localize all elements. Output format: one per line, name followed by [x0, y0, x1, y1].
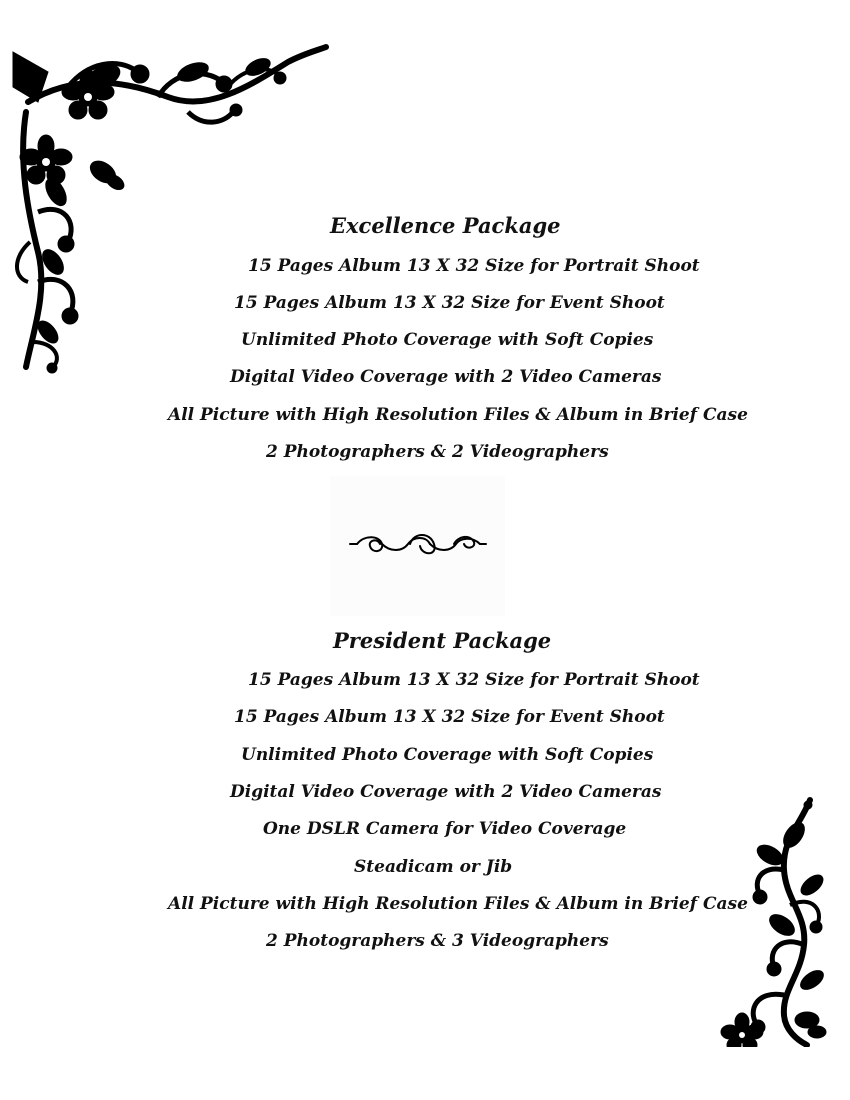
package-item: Digital Video Coverage with 2 Video Cameras — [230, 782, 662, 802]
package-item: 2 Photographers & 3 Videographers — [266, 931, 609, 951]
package-item: Unlimited Photo Coverage with Soft Copies — [241, 745, 654, 765]
package-item: 15 Pages Album 13 X 32 Size for Portrait Shoot — [248, 670, 700, 690]
package-item: 15 Pages Album 13 X 32 Size for Event Shoot — [234, 707, 665, 727]
package-item: 15 Pages Album 13 X 32 Size for Portrait Shoot — [248, 256, 700, 276]
package-item: Unlimited Photo Coverage with Soft Copies — [241, 330, 654, 350]
package-item: All Picture with High Resolution Files & Album in Brief Case — [168, 894, 748, 914]
scroll-divider-ornament-icon — [330, 476, 505, 616]
package-item: All Picture with High Resolution Files & Album in Brief Case — [168, 405, 748, 425]
package-item: 15 Pages Album 13 X 32 Size for Event Shoot — [234, 293, 665, 313]
package-item: 2 Photographers & 2 Videographers — [266, 442, 609, 462]
package-title: Excellence Package — [330, 213, 561, 238]
package-title: President Package — [333, 628, 552, 653]
package-item: One DSLR Camera for Video Coverage — [263, 819, 627, 839]
floral-corner-ornament-icon — [8, 42, 333, 377]
package-item: Digital Video Coverage with 2 Video Cameras — [230, 367, 662, 387]
package-item: Steadicam or Jib — [354, 857, 513, 877]
floral-vine-ornament-icon — [712, 795, 830, 1047]
